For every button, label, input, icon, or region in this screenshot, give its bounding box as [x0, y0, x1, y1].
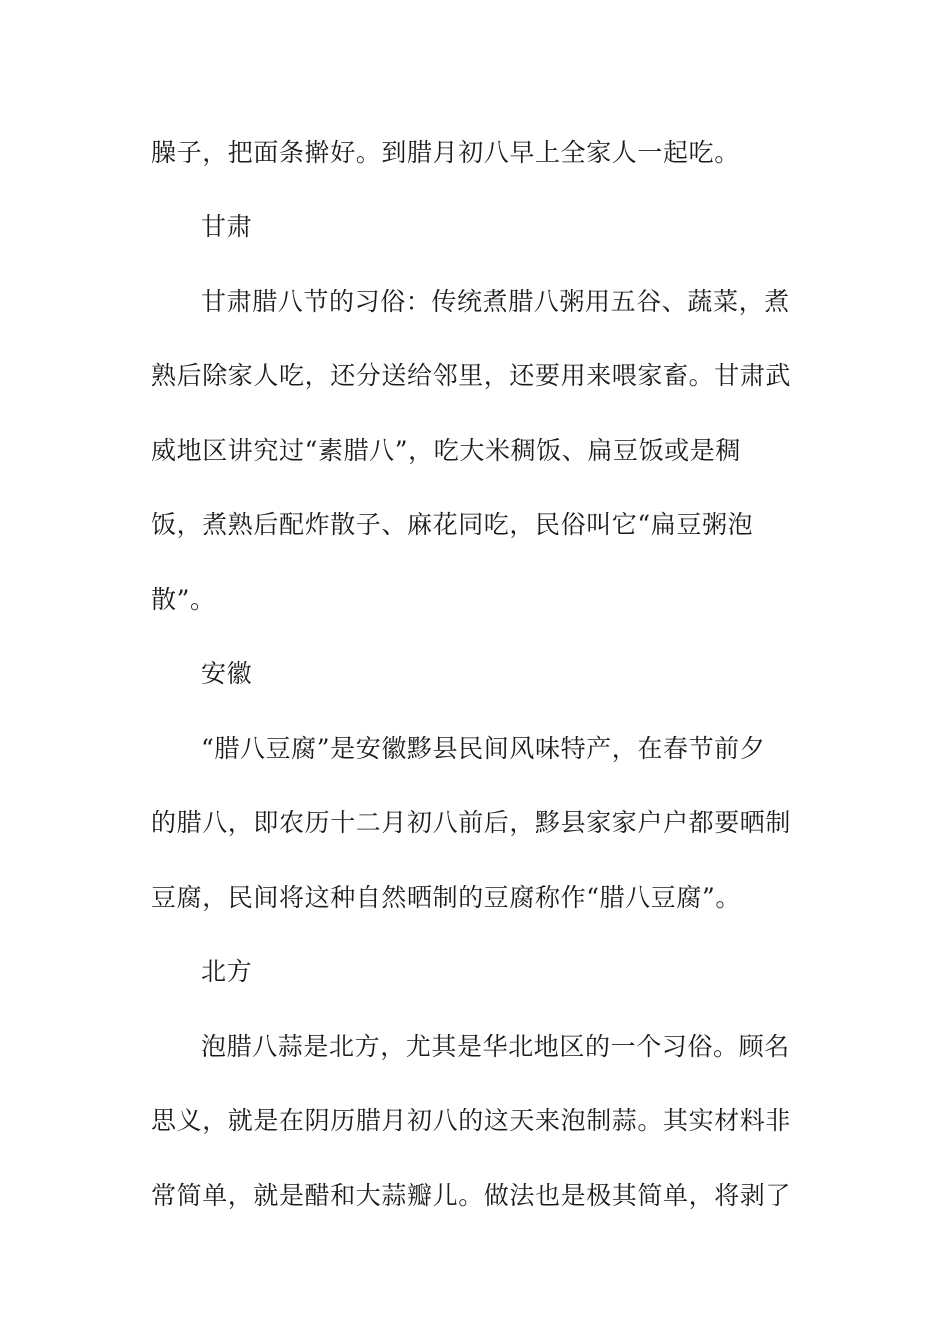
- paragraph-line: 饭，煮熟后配炸散子、麻花同吃，民俗叫它“扁豆粥泡: [151, 510, 754, 539]
- section-heading-anhui: 安徽: [201, 659, 253, 688]
- section-heading-north: 北方: [201, 957, 253, 986]
- paragraph-continuation-line: 臊子，把面条擀好。到腊月初八早上全家人一起吃。: [151, 138, 740, 167]
- paragraph-line: 威地区讲究过“素腊八”，吃大米稠饭、扁豆饭或是稠: [151, 436, 741, 465]
- paragraph-line: 的腊八，即农历十二月初八前后，黟县家家户户都要晒制: [151, 808, 792, 837]
- section-heading-gansu: 甘肃: [201, 212, 253, 241]
- paragraph-line: 豆腐，民间将这种自然晒制的豆腐称作“腊八豆腐”。: [151, 883, 741, 912]
- paragraph-line: 熟后除家人吃，还分送给邻里，还要用来喂家畜。甘肃武: [151, 361, 792, 390]
- paragraph-line: 甘肃腊八节的习俗：传统煮腊八粥用五谷、蔬菜，煮: [201, 287, 790, 316]
- paragraph-line: 散”。: [151, 585, 216, 614]
- paragraph-line: 思义，就是在阴历腊月初八的这天来泡制蒜。其实材料非: [151, 1106, 792, 1135]
- paragraph-line: 泡腊八蒜是北方，尤其是华北地区的一个习俗。顾名: [201, 1032, 790, 1061]
- paragraph-line: 常简单，就是醋和大蒜瓣儿。做法也是极其简单，将剥了: [151, 1181, 792, 1210]
- paragraph-line: “腊八豆腐”是安徽黟县民间风味特产，在春节前夕: [201, 734, 766, 763]
